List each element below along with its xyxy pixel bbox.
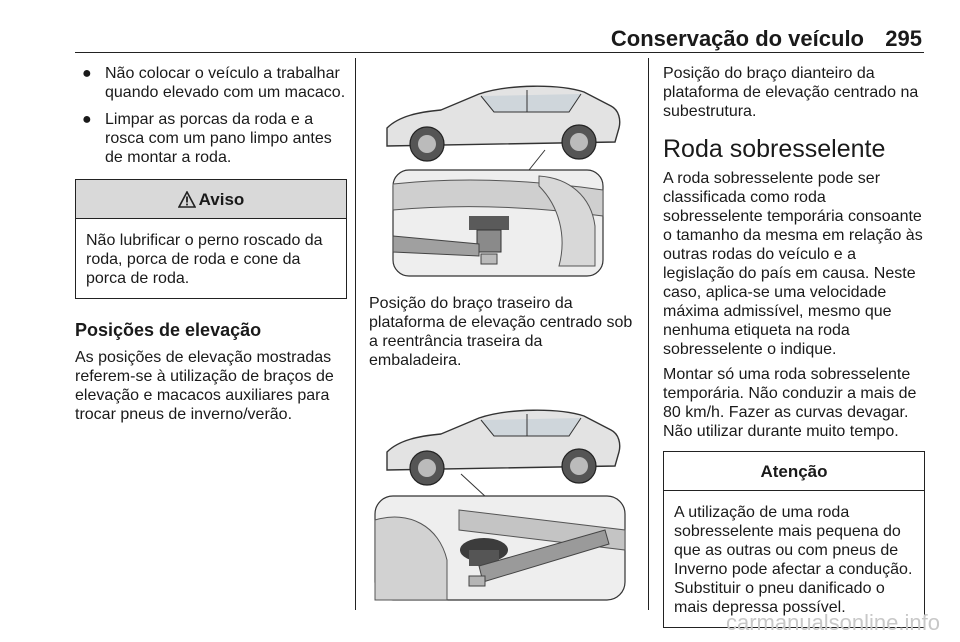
watermark: carmanualsonline.info bbox=[725, 610, 940, 635]
column-right bbox=[663, 64, 925, 628]
car-illustration-front bbox=[369, 390, 631, 602]
list-item bbox=[75, 64, 347, 102]
bullet-icon: ● bbox=[82, 65, 92, 82]
intro-text: Posição do braço dianteiro da plataforma de elevação centrado na subestrutura. bbox=[663, 65, 919, 120]
bullet-text: Limpar as porcas da roda e a rosca com um pano limpo antes de montar a roda. bbox=[105, 111, 332, 166]
caution-text: A utilização de uma roda sobresselente mais pequena do que as outras ou com pneus de Inverno pode afectar a condução. Substituir o pneu danificado o mais depressa possível. bbox=[674, 504, 913, 616]
column-divider-1 bbox=[355, 58, 356, 610]
figure-front-lift-point bbox=[369, 390, 631, 602]
warning-box-header bbox=[76, 180, 346, 219]
spare-wheel-heading: Roda sobresselente bbox=[663, 135, 886, 163]
bullet-list bbox=[75, 64, 347, 167]
car-illustration-rear bbox=[369, 66, 631, 278]
section-text: As posições de elevação mostradas referem-se à utilização de braços de elevação e macacos auxiliares para trocar pneus de inverno/verão. bbox=[75, 349, 334, 423]
section-heading: Posições de elevação bbox=[75, 320, 262, 340]
column-left bbox=[75, 64, 347, 430]
warning-title: Aviso bbox=[198, 189, 245, 209]
figure-rear-lift-point bbox=[369, 66, 631, 278]
bullet-text: Não colocar o veículo a trabalhar quando elevado com um macaco. bbox=[105, 65, 346, 101]
column-middle bbox=[369, 64, 637, 602]
warning-text: Não lubrificar o perno roscado da roda, porca de roda e cone da porca de roda. bbox=[86, 232, 323, 287]
caution-box-header bbox=[664, 452, 924, 491]
bullet-icon: ● bbox=[82, 111, 92, 128]
list-item bbox=[75, 110, 347, 167]
caution-title: Atenção bbox=[760, 461, 828, 481]
header-divider bbox=[75, 52, 924, 53]
spare-wheel-paragraph-2: Montar só uma roda sobresselente temporária. Não conduzir a mais de 80 km/h. Fazer as curvas devagar. Não utilizar durante muito tempo. bbox=[663, 366, 917, 440]
spare-wheel-paragraph-1: A roda sobresselente pode ser classificada como roda sobresselente temporária consoante o tamanho da mesma em relação às outras rodas do veículo e a legislação do país em causa. Neste caso, aplica-se uma velocidade máxima admissível, mesmo que nenhuma etiqueta na roda sobresselente o indique. bbox=[663, 170, 923, 358]
page-number: 295 bbox=[885, 26, 922, 51]
figure1-caption: Posição do braço traseiro da plataforma de elevação centrado sob a reentrância traseira da embaladeira. bbox=[369, 295, 633, 369]
warning-triangle-icon bbox=[178, 191, 196, 208]
warning-box bbox=[75, 179, 347, 299]
page-title: Conservação do veículo bbox=[610, 26, 864, 51]
column-divider-2 bbox=[648, 58, 649, 610]
caution-box bbox=[663, 451, 925, 628]
